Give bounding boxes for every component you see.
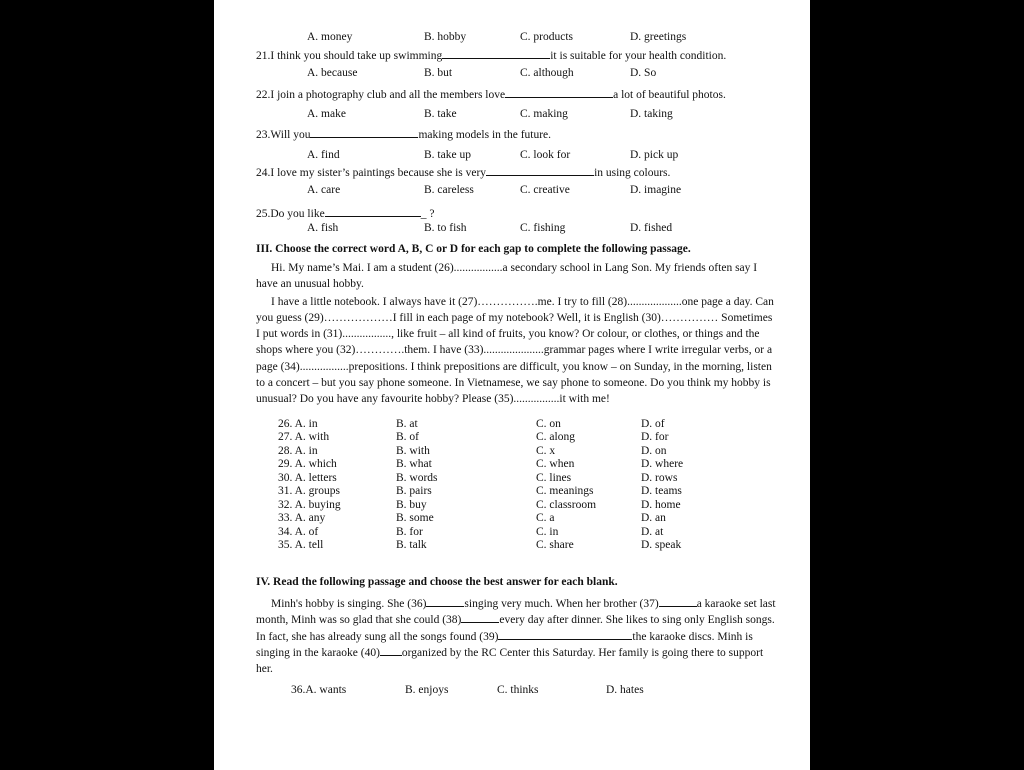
answer-option: C. share [536,539,574,551]
answer-option: 30. A. letters [278,472,337,484]
answer-option: B. talk [396,539,427,551]
q22-option-d: D. taking [630,108,673,120]
passage-paragraph-1: Hi. My name’s Mai. I am a student (26).................a secondary school in Lang Son. My friends often say I have an unusual hobby. [256,262,758,291]
answer-option: 31. A. groups [278,485,340,497]
section-4-passage: Minh's hobby is singing. She (36) singing very much. When her brother (37) a karaoke set last month, Minh was so glad that she could (38) every day after dinner. She likes to sing only English songs. In fact, she has already sung all the songs found (39) the karaoke discs. Minh is singing in the karaoke (40) organized by the RC Center this Saturday. Her family is going there to support her. [256,598,776,676]
question-25-stem: 25.Do you like _ ? [256,208,435,220]
q20-option-c: C. products [520,31,574,43]
q36-option-c: C. thinks [497,684,539,696]
q22-option-a: A. make [307,108,346,120]
q24-option-b: B. careless [424,184,474,196]
answer-option: D. home [641,499,681,511]
q23-option-b: B. take up [424,149,471,161]
answer-option: D. an [641,512,666,524]
q25-option-c: C. fishing [520,222,566,234]
answer-option: D. teams [641,485,682,497]
answer-option: D. of [641,418,665,430]
answer-option: 26. A. in [278,418,318,430]
question-23-stem: 23.Will you making models in the future. [256,129,552,141]
q24-option-c: C. creative [520,184,570,196]
answer-option: C. when [536,458,575,470]
q22-option-c: C. making [520,108,568,120]
answer-option: B. buy [396,499,427,511]
q21-option-d: D. So [630,67,657,79]
q21-option-b: B. but [424,67,453,79]
answer-option: B. for [396,526,423,538]
answer-option: 33. A. any [278,512,326,524]
answer-option: C. x [536,445,556,457]
q21-option-a: A. because [307,67,358,79]
q23-option-d: D. pick up [630,149,679,161]
answer-option: C. a [536,512,555,524]
answer-option: 28. A. in [278,445,318,457]
answer-option: C. on [536,418,561,430]
document-page [214,0,810,770]
answer-option: B. with [396,445,430,457]
answer-option: C. in [536,526,559,538]
question-24-stem: 24.I love my sister’s paintings because she is very in using colours. [256,167,671,179]
answer-option: D. rows [641,472,678,484]
q20-option-d: D. greetings [630,31,687,43]
answer-option: D. for [641,431,669,443]
section-4-heading: IV. Read the following passage and choose the best answer for each blank. [256,576,618,588]
passage-paragraph-2: I have a little notebook. I always have it (27)…………….me. I try to fill (28)...................one page a day. Can you guess (29)………………I fill in each page of my notebook? Well, it is English (30)…………… Sometimes I put words in (31)................., like fruit – all kind of fruits, you know? Or colour, or clothes, or things and the shops where you (32)………….them. I have (33).....................grammar pages where I write irregular verbs, or a page (34).................prepositions. I think prepositions are difficult, you know – on Sunday, in the morning, listen to a concert – but you say phone someone. In Vietnamese, we say phone to someone. Do you think my hobby is unusual? Do you have any favourite hobby? Please (35)................it with me! [256,295,774,406]
q22-option-b: B. take [424,108,457,120]
q36-option-a: 36.A. wants [291,684,347,696]
section-3-heading: III. Choose the correct word A, B, C or D for each gap to complete the following passage. [256,243,691,255]
q25-option-d: D. fished [630,222,673,234]
answer-option: 27. A. with [278,431,330,443]
answer-option: B. at [396,418,418,430]
q36-option-d: D. hates [606,684,644,696]
answer-option: C. meanings [536,485,594,497]
answer-option: B. some [396,512,434,524]
q21-option-c: C. although [520,67,574,79]
answer-option: B. pairs [396,485,432,497]
answer-option: C. lines [536,472,572,484]
answer-option: 35. A. tell [278,539,324,551]
q20-option-b: B. hobby [424,31,467,43]
answer-option: D. where [641,458,684,470]
answer-option: D. speak [641,539,682,551]
section-3-passage [256,260,776,408]
q24-option-a: A. care [307,184,341,196]
answer-option: B. words [396,472,438,484]
answer-option: C. along [536,431,575,443]
q23-option-a: A. find [307,149,340,161]
question-22-stem: 22.I join a photography club and all the members love a lot of beautiful photos. [256,89,726,101]
answer-option: 32. A. buying [278,499,341,511]
q25-option-b: B. to fish [424,222,467,234]
answer-option: B. what [396,458,432,470]
answer-option: C. classroom [536,499,597,511]
q36-option-b: B. enjoys [405,684,449,696]
q24-option-d: D. imagine [630,184,682,196]
answer-option: 29. A. which [278,458,337,470]
answer-option: D. on [641,445,667,457]
question-21-stem: 21.I think you should take up swimming it is suitable for your health condition. [256,50,727,62]
answer-option: 34. A. of [278,526,319,538]
answer-option: B. of [396,431,419,443]
q23-option-c: C. look for [520,149,571,161]
q20-option-a: A. money [307,31,353,43]
answer-option: D. at [641,526,664,538]
q25-option-a: A. fish [307,222,339,234]
